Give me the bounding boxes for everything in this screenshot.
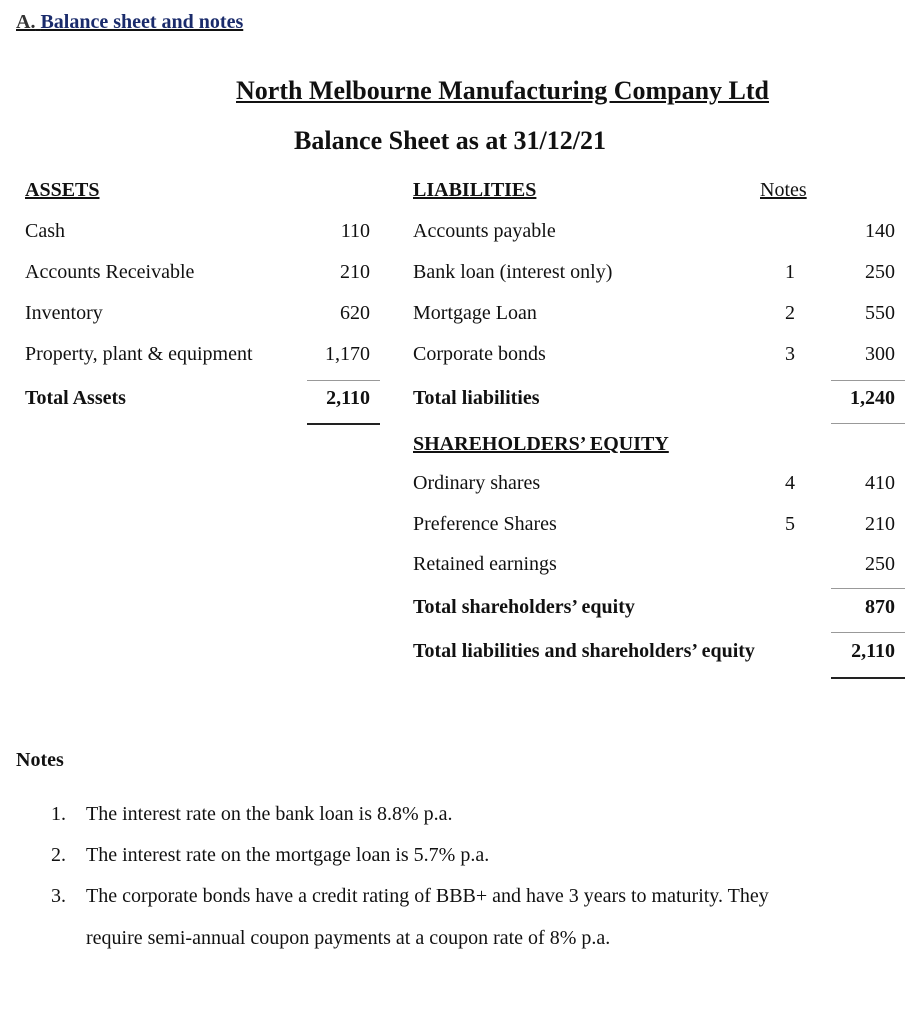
asset-value-ppe: 1,170 [325, 343, 370, 365]
balance-sheet-title: Balance Sheet as at 31/12/21 [294, 126, 606, 155]
asset-label-cash: Cash [25, 220, 65, 242]
grand-total-bottom-rule [831, 677, 905, 679]
section-title: Balance sheet and notes [40, 11, 244, 33]
note-text: The corporate bonds have a credit rating of BBB+ and have 3 years to maturity. They [86, 885, 769, 907]
equity-note-ordinary: 4 [785, 472, 795, 494]
asset-total-value: 2,110 [326, 387, 370, 409]
liabilities-total-bottom-rule [831, 423, 905, 424]
grand-total-value: 2,110 [851, 640, 895, 662]
equity-total-value: 870 [865, 596, 895, 618]
notes-column-header: Notes [760, 179, 807, 201]
equity-note-preference: 5 [785, 513, 795, 535]
equity-total-label: Total shareholders’ equity [413, 596, 635, 618]
grand-total-label: Total liabilities and shareholders’ equity [413, 640, 755, 662]
assets-total-top-rule [307, 380, 380, 381]
assets-total-bottom-rule [307, 423, 380, 425]
liability-total-label: Total liabilities [413, 387, 540, 409]
equity-total-top-rule [831, 588, 905, 589]
asset-value-inventory: 620 [340, 302, 370, 324]
asset-value-receivable: 210 [340, 261, 370, 283]
equity-value-preference: 210 [865, 513, 895, 535]
liability-label-bank-loan: Bank loan (interest only) [413, 261, 613, 283]
liability-note-bank-loan: 1 [785, 261, 795, 283]
liability-note-mortgage: 2 [785, 302, 795, 324]
equity-value-ordinary: 410 [865, 472, 895, 494]
liability-label-bonds: Corporate bonds [413, 343, 546, 365]
company-name: North Melbourne Manufacturing Company Ltd [236, 76, 770, 105]
note-text: The interest rate on the bank loan is 8.8% p.a. [86, 803, 453, 825]
equity-label-retained: Retained earnings [413, 553, 557, 575]
assets-header: ASSETS [25, 179, 100, 201]
equity-label-preference: Preference Shares [413, 513, 557, 535]
section-prefix: A. [16, 11, 36, 33]
liability-value-bonds: 300 [865, 343, 895, 365]
liability-label-payable: Accounts payable [413, 220, 556, 242]
note-text-continued: require semi-annual coupon payments at a coupon rate of 8% p.a. [86, 927, 611, 949]
equity-value-retained: 250 [865, 553, 895, 575]
asset-value-cash: 110 [340, 220, 370, 242]
asset-label-ppe: Property, plant & equipment [25, 343, 253, 365]
liability-value-mortgage: 550 [865, 302, 895, 324]
note-text: The interest rate on the mortgage loan is 5.7% p.a. [86, 844, 490, 866]
liability-value-payable: 140 [865, 220, 895, 242]
asset-total-label: Total Assets [25, 387, 126, 409]
note-index: 1. [51, 803, 66, 825]
liabilities-header: LIABILITIES [413, 179, 537, 201]
liability-note-bonds: 3 [785, 343, 795, 365]
liability-label-mortgage: Mortgage Loan [413, 302, 537, 324]
section-heading [16, 12, 243, 32]
note-index: 3. [51, 885, 66, 907]
equity-total-bottom-rule [831, 632, 905, 633]
liability-total-value: 1,240 [850, 387, 895, 409]
equity-header: SHAREHOLDERS’ EQUITY [413, 433, 669, 455]
equity-label-ordinary: Ordinary shares [413, 472, 541, 494]
note-index: 2. [51, 844, 66, 866]
asset-label-inventory: Inventory [25, 302, 103, 324]
liability-value-bank-loan: 250 [865, 261, 895, 283]
liabilities-total-top-rule [831, 380, 905, 381]
notes-title: Notes [16, 749, 64, 771]
asset-label-receivable: Accounts Receivable [25, 261, 195, 283]
